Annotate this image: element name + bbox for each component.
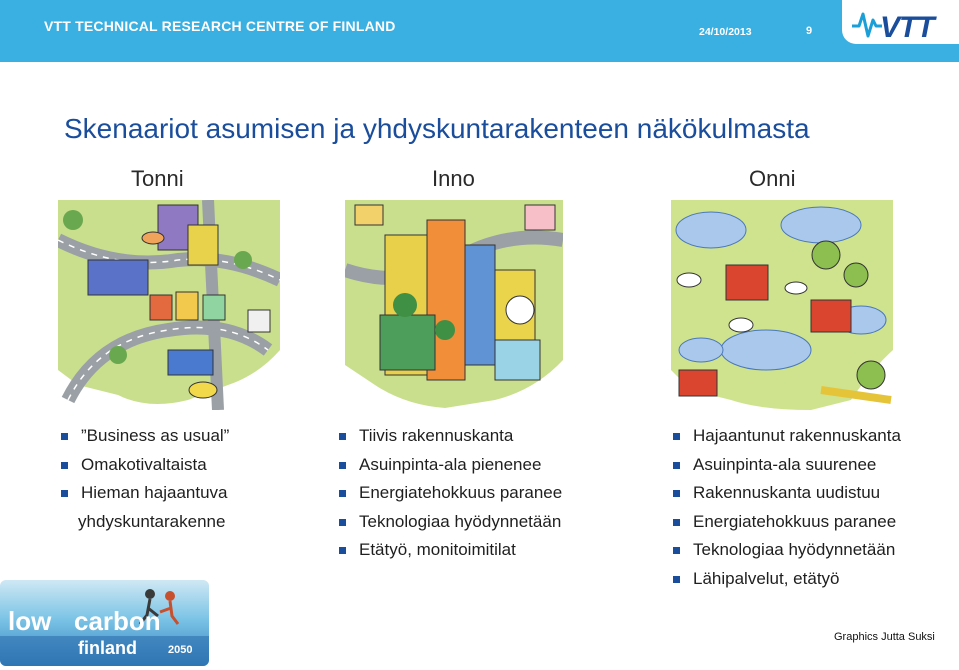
slide-date: 24/10/2013	[699, 26, 752, 38]
heading-inno: Inno	[432, 166, 475, 191]
bullet-icon	[61, 490, 68, 497]
heading-tonni: Tonni	[131, 166, 184, 191]
bullet-icon	[673, 576, 680, 583]
bullet-icon	[339, 519, 346, 526]
slide-number: 9	[806, 25, 813, 37]
logo-year: 2050	[168, 644, 193, 656]
vtt-logo-text: VTT	[880, 11, 934, 44]
bullet-icon	[673, 547, 680, 554]
tonni-bullet-list	[61, 422, 229, 536]
vtt-logo-mark	[842, 0, 959, 44]
header-bar	[0, 0, 959, 62]
list-item: Lähipalvelut, etätyö	[673, 565, 901, 594]
logo-word-finland: finland	[78, 638, 137, 658]
graphics-credit: Graphics Jutta Suksi	[834, 631, 935, 643]
inno-illustration	[345, 200, 563, 410]
bullet-icon	[339, 547, 346, 554]
onni-bullet-list	[673, 422, 901, 593]
organization-name: VTT TECHNICAL RESEARCH CENTRE OF FINLAND	[44, 18, 396, 34]
bullet-icon	[673, 490, 680, 497]
list-item-continuation: yhdyskuntarakenne	[78, 511, 226, 531]
bullet-icon	[673, 519, 680, 526]
vtt-logo	[842, 0, 959, 44]
list-item: Hajaantunut rakennuskanta	[673, 422, 901, 451]
bullet-icon	[61, 462, 68, 469]
logo-word-carbon: carbon	[74, 606, 161, 636]
list-item: Asuinpinta-ala pienenee	[339, 451, 562, 480]
logo-word-low: low	[8, 606, 52, 636]
list-item: ”Business as usual”	[61, 422, 229, 451]
bullet-icon	[339, 462, 346, 469]
bullet-icon	[339, 433, 346, 440]
list-item: Teknologiaa hyödynnetään	[339, 508, 562, 537]
bullet-icon	[673, 433, 680, 440]
tonni-illustration	[58, 200, 280, 410]
list-item: Tiivis rakennuskanta	[339, 422, 562, 451]
list-item: Etätyö, monitoimitilat	[339, 536, 562, 565]
list-item: Hieman hajaantuva	[61, 479, 229, 508]
onni-illustration	[671, 200, 893, 410]
heading-onni: Onni	[749, 166, 796, 191]
list-item: Energiatehokkuus paranee	[339, 479, 562, 508]
list-item: Energiatehokkuus paranee	[673, 508, 901, 537]
list-item: Omakotivaltaista	[61, 451, 229, 480]
inno-bullet-list	[339, 422, 562, 565]
slide-title: Skenaariot asumisen ja yhdyskuntarakenteen näkökulmasta	[64, 113, 810, 144]
list-item: Teknologiaa hyödynnetään	[673, 536, 901, 565]
list-item: Asuinpinta-ala suurenee	[673, 451, 901, 480]
low-carbon-finland-logo	[0, 580, 209, 666]
list-item: Rakennuskanta uudistuu	[673, 479, 901, 508]
bullet-icon	[339, 490, 346, 497]
bullet-icon	[61, 433, 68, 440]
bullet-icon	[673, 462, 680, 469]
